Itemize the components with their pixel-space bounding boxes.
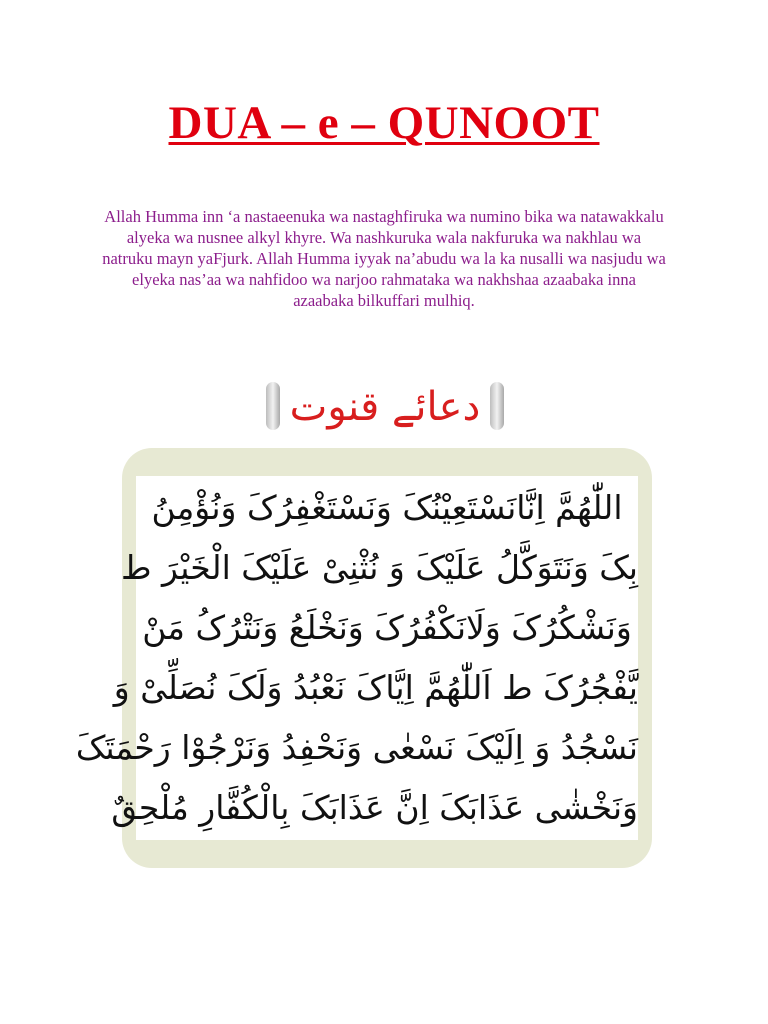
arabic-line-4: یَّفْجُرُکَ ط اَللّٰھُمَّ اِیَّاکَ نَعْبُدُ وَلَکَ نُصَلِّیْ وَ (113, 668, 638, 707)
arabic-heading: دعائے قنوت (289, 384, 481, 430)
arabic-line-1: اللّٰھُمَّ اِنَّانَسْتَعِیْنُکَ وَنَسْتَغْفِرُکَ وَنُؤْمِنُ (151, 488, 623, 527)
left-bracket-ornament (266, 382, 280, 430)
page-title: DUA – e – QUNOOT (168, 97, 600, 149)
right-bracket-ornament (490, 382, 504, 430)
arabic-heading-banner (262, 380, 508, 434)
arabic-line-5: نَسْجُدُ وَ اِلَیْکَ نَسْعٰی وَنَحْفِدُ وَنَرْجُوْا رَحْمَتَکَ (75, 728, 638, 767)
arabic-line-6: وَنَخْشٰی عَذَابَکَ اِنَّ عَذَابَکَ بِالْکُفَّارِ مُلْحِقٌ (111, 788, 638, 827)
arabic-line-3: وَنَشْکُرُکَ وَلَانَکْفُرُکَ وَنَخْلَعُ وَنَتْرُکُ مَنْ (142, 608, 632, 647)
arabic-text-area (75, 476, 638, 840)
arabic-line-2: بِکَ وَنَتَوَکَّلُ عَلَیْکَ وَ نُثْنِیْ عَلَیْکَ الْخَیْرَ ط (121, 548, 638, 587)
transliteration-paragraph: Allah Humma inn ‘a nastaeenuka wa nastaghfiruka wa numino bika wa natawakkalu alyeka wa nusnee alkyl khyre. Wa nashkuruka wala nakfuruka wa nakhlau wa natruku mayn yaFjurk. Allah Humma iyyak na’abudu wa la ka nusalli wa nasjudu wa elyeka nas’aa wa nahfidoo wa narjoo rahmataka wa nakhshaa azaabaka inna azaabaka bilkuffari mulhiq. (102, 207, 666, 310)
arabic-text-panel (75, 448, 652, 868)
